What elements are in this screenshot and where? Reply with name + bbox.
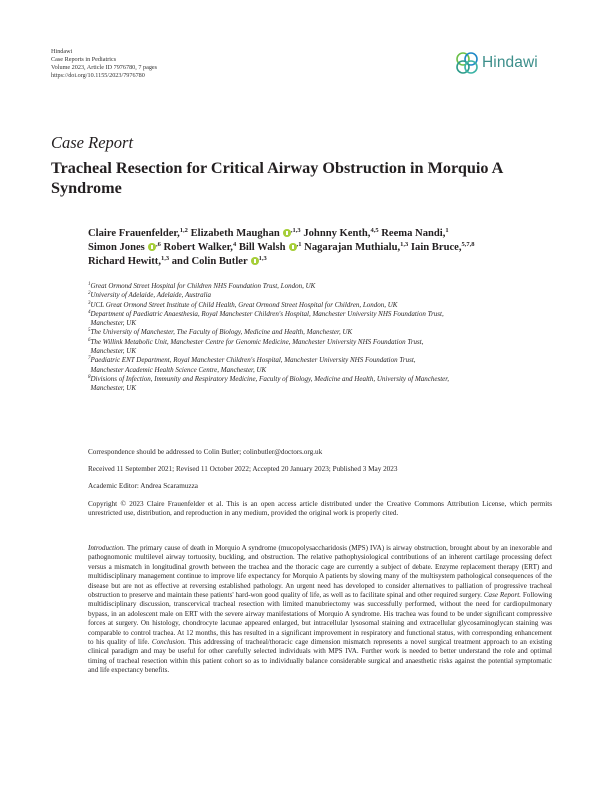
hindawi-logo bbox=[455, 52, 538, 74]
journal-header bbox=[51, 48, 157, 80]
affiliation: $^7$Paediatric ENT Department, Royal Manchester Children's Hospital, Manchester University NHS Foundation Trust, bbox=[88, 356, 416, 365]
author: Reema Nandi,$^1$ bbox=[381, 227, 449, 239]
author: Elizabeth Maughan $^{,1,3}$ bbox=[190, 227, 301, 239]
correspondence: Correspondence should be addressed to Colin Butler; colinbutler@doctors.org.uk bbox=[88, 448, 323, 456]
author: Simon Jones $^{,6}$ bbox=[88, 241, 161, 253]
affiliation: $^4$Department of Paediatric Anaesthesia, Royal Manchester Children's Hospital, Manchester University NHS Foundation Trust, bbox=[88, 309, 444, 318]
article-dates: Received 11 September 2021; Revised 11 October 2022; Accepted 20 January 2023; Published 3 May 2023 bbox=[88, 465, 398, 473]
journal-name: Case Reports in Pediatrics bbox=[51, 55, 117, 63]
affiliation: $^3$UCL Great Ormond Street Institute of Child Health, Great Ormond Street Hospital for Children, London, UK bbox=[88, 300, 398, 309]
author: Bill Walsh $^{,1}$ bbox=[238, 241, 302, 253]
doi-link[interactable]: https://doi.org/10.1155/2023/7976780 bbox=[51, 71, 145, 79]
author: Johnny Kenth,$^{4,5}$ bbox=[303, 227, 379, 239]
abstract-case-label: Case Report. bbox=[483, 591, 521, 600]
orcid-icon[interactable] bbox=[251, 257, 259, 265]
affiliation: $^2$University of Adelaide, Adelaide, Australia bbox=[88, 291, 212, 300]
orcid-icon[interactable] bbox=[289, 243, 297, 251]
article-title: Tracheal Resection for Critical Airway Obstruction in Morquio A Syndrome bbox=[51, 159, 503, 197]
author: Robert Walker,$^4$ bbox=[163, 241, 237, 253]
hindawi-logo-icon bbox=[455, 52, 479, 74]
publisher-name: Hindawi bbox=[51, 48, 73, 55]
author: and Colin Butler $^{1,3}$ bbox=[171, 255, 267, 267]
affiliation: $^6$The Willink Metabolic Unit, Manchester Centre for Genomic Medicine, Manchester University NHS Foundation Trust, bbox=[88, 337, 424, 346]
affiliation: $^1$Great Ormond Street Hospital for Children NHS Foundation Trust, London, UK bbox=[88, 282, 316, 290]
copyright-notice: Copyright © 2023 Claire Frauenfelder et al. This is an open access article distributed under the Creative Commons Attribution License, which permits unrestricted use, distribution, and reproduction in any medium, provided the original work is properly cited. bbox=[88, 500, 552, 518]
author: Richard Hewitt,$^{1,3}$ bbox=[88, 255, 170, 267]
abstract-conclusion-label: Conclusion. bbox=[151, 638, 186, 647]
abstract-intro-label: Introduction. bbox=[88, 544, 125, 552]
affiliation-continued: Manchester, UK bbox=[90, 319, 136, 328]
orcid-icon[interactable] bbox=[283, 229, 291, 237]
abstract-case-text: Following multidisciplinary discussion, transcervical tracheal resection with limited manubriectomy was successfully performed, without the need for cardiopulmonary bypass, in an adolescent male on ERT with the severe airway manifestations of Morquio A syndrome. His trachea was found to be under significant compressive forces at surgery. On histology, chondrocyte lacunae appeared enlarged, but intracellular lysosomal staining and extracellular glycosaminoglycan staining was comparable to control trachea. At 12 months, this has resulted in a significant improvement in respiratory and functional status, with corresponding enhancement to his quality of life. bbox=[88, 591, 553, 647]
affiliation-continued: Manchester Academic Health Science Centre, Manchester, UK bbox=[90, 365, 267, 374]
author-list bbox=[88, 227, 558, 269]
article-type: Case Report bbox=[51, 133, 134, 152]
logo-wordmark: Hindawi bbox=[482, 54, 538, 71]
author: Nagarajan Muthialu,$^{1,3}$ bbox=[304, 241, 409, 253]
affiliation-list bbox=[88, 282, 558, 394]
author: Claire Frauenfelder,$^{1,2}$ bbox=[88, 227, 188, 239]
orcid-icon[interactable] bbox=[148, 243, 156, 251]
abstract-conclusion-text: This addressing of tracheal/thoracic cage dimension mismatch represents a novel surgical treatment approach to an existing clinical paradigm and may be useful for other carefully selected individuals with MPS IVA. Further work is needed to better understand the role and optimal timing of tracheal resection within this patient cohort so as to individually balance considerable surgical and anaesthetic risks against the potential symptomatic and life expectancy benefits. bbox=[88, 638, 552, 675]
affiliation: $^8$Divisions of Infection, Immunity and Respiratory Medicine, Faculty of Biology, Medicine and Health, University of Manchester, bbox=[88, 374, 449, 383]
academic-editor: Academic Editor: Andrea Scaramuzza bbox=[88, 482, 198, 490]
author: Iain Bruce,$^{5,7,8}$ bbox=[410, 241, 475, 253]
volume-info: Volume 2023, Article ID 7976780, 7 pages bbox=[51, 63, 158, 71]
abstract-intro-text: The primary cause of death in Morquio A syndrome (mucopolysaccharidosis (MPS) IVA) is airway obstruction, brought about by an inexorable and pathognomonic multilevel airway tortuosity, buckling, and obstruction. The relative pathophysiological contributions of an inherent cartilage processing defect versus a mismatch in longitudinal growth between the trachea and the thoracic cage are currently a subject of debate. Enzyme replacement therapy (ERT) and multidisciplinary management continue to improve life expectancy for Morquio A patients by slowing many of the multisystem pathological consequences of the disease but are not as effective at reversing established pathology. An urgent need has developed to consider alternatives to palliation of progressive tracheal obstruction to preserve and maintain these patients' hard-won good quality of life, as well as to facilitate spinal and other required surgery. bbox=[88, 544, 552, 600]
affiliation-continued: Manchester, UK bbox=[90, 347, 136, 356]
affiliation-continued: Manchester, UK bbox=[90, 384, 136, 393]
affiliation: $^5$The University of Manchester, The Faculty of Biology, Medicine and Health, Manchester, UK bbox=[88, 328, 353, 337]
abstract bbox=[88, 544, 552, 676]
